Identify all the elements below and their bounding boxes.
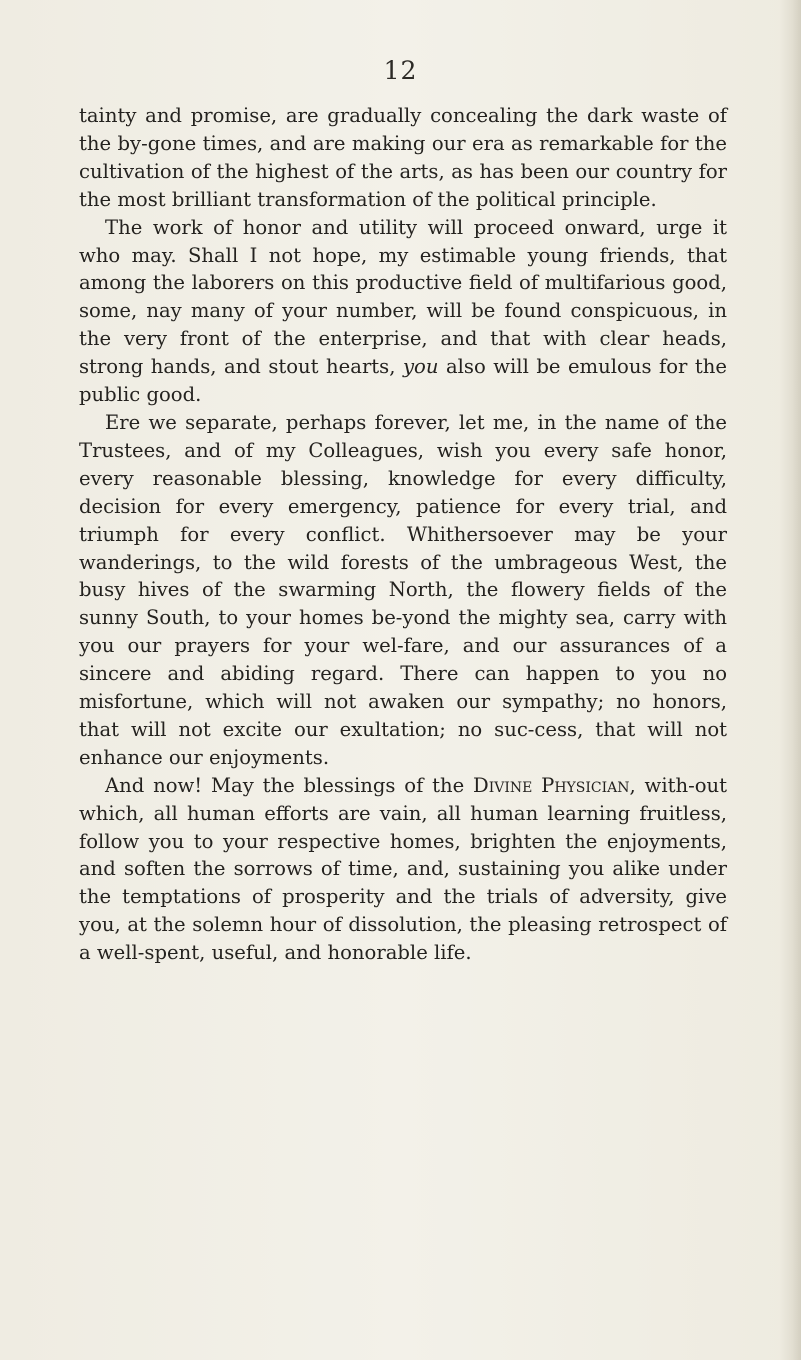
body-text xyxy=(79,102,727,967)
paragraph-3 xyxy=(79,409,727,772)
paragraph-4-text-a: And now! May the blessings of the xyxy=(105,773,474,797)
paragraph-1 xyxy=(79,102,727,214)
paragraph-2-text-a: The work of honor and utility will proceed onward, urge it who may. Shall I not hope, my estimable young friends, that among the laborers on this productive field of multifarious good, some, nay many of your number, will be found conspicuous, in the very front of the enterprise, and that with clear heads, strong hands, and stout hearts, xyxy=(79,215,727,379)
paragraph-1-text: tainty and promise, are gradually concealing the dark waste of the by-gone times, and are making our era as remarkable for the cultivation of the highest of the arts, as has been our country for the most brilliant transformation of the political principle. xyxy=(79,104,727,211)
paragraph-3-text: Ere we separate, perhaps forever, let me, in the name of the Trustees, and of my Colleagues, wish you every safe honor, every reasonable blessing, knowledge for every difficulty, decision for every emergency, patience for every trial, and triumph for every conflict. Whithersoever may be your wanderings, to the wild forests of the umbrageous West, the busy hives of the swarming North, the flowery fields of the sunny South, to your homes be-yond the mighty sea, carry with you our prayers for your wel-fare, and our assurances of a sincere and abiding regard. There can happen to you no misfortune, which will not awaken our sympathy; no honors, that will not excite our exultation; no suc-cess, that will not enhance our enjoyments. xyxy=(79,410,727,769)
paragraph-4-text-b: , with-out which, all human efforts are vain, all human learning fruitless, follow you to your respective homes, brighten the enjoyments, and soften the sorrows of time, and, sustaining you alike under the temptations of prosperity and the trials of adversity, give you, at the solemn hour of dissolution, the pleasing retrospect of a well-spent, useful, and honorable life. xyxy=(79,773,728,965)
paragraph-4-small-caps-divine-physician: Divine Physician xyxy=(473,773,630,797)
paragraph-2-italic-you: you xyxy=(402,355,439,379)
page-number: 12 xyxy=(383,56,418,85)
paragraph-2 xyxy=(79,214,727,409)
paragraph-2-text-b: also will be emulous for the public good. xyxy=(79,355,727,407)
paragraph-4 xyxy=(79,772,727,967)
page-edge-shadow xyxy=(779,0,801,1360)
